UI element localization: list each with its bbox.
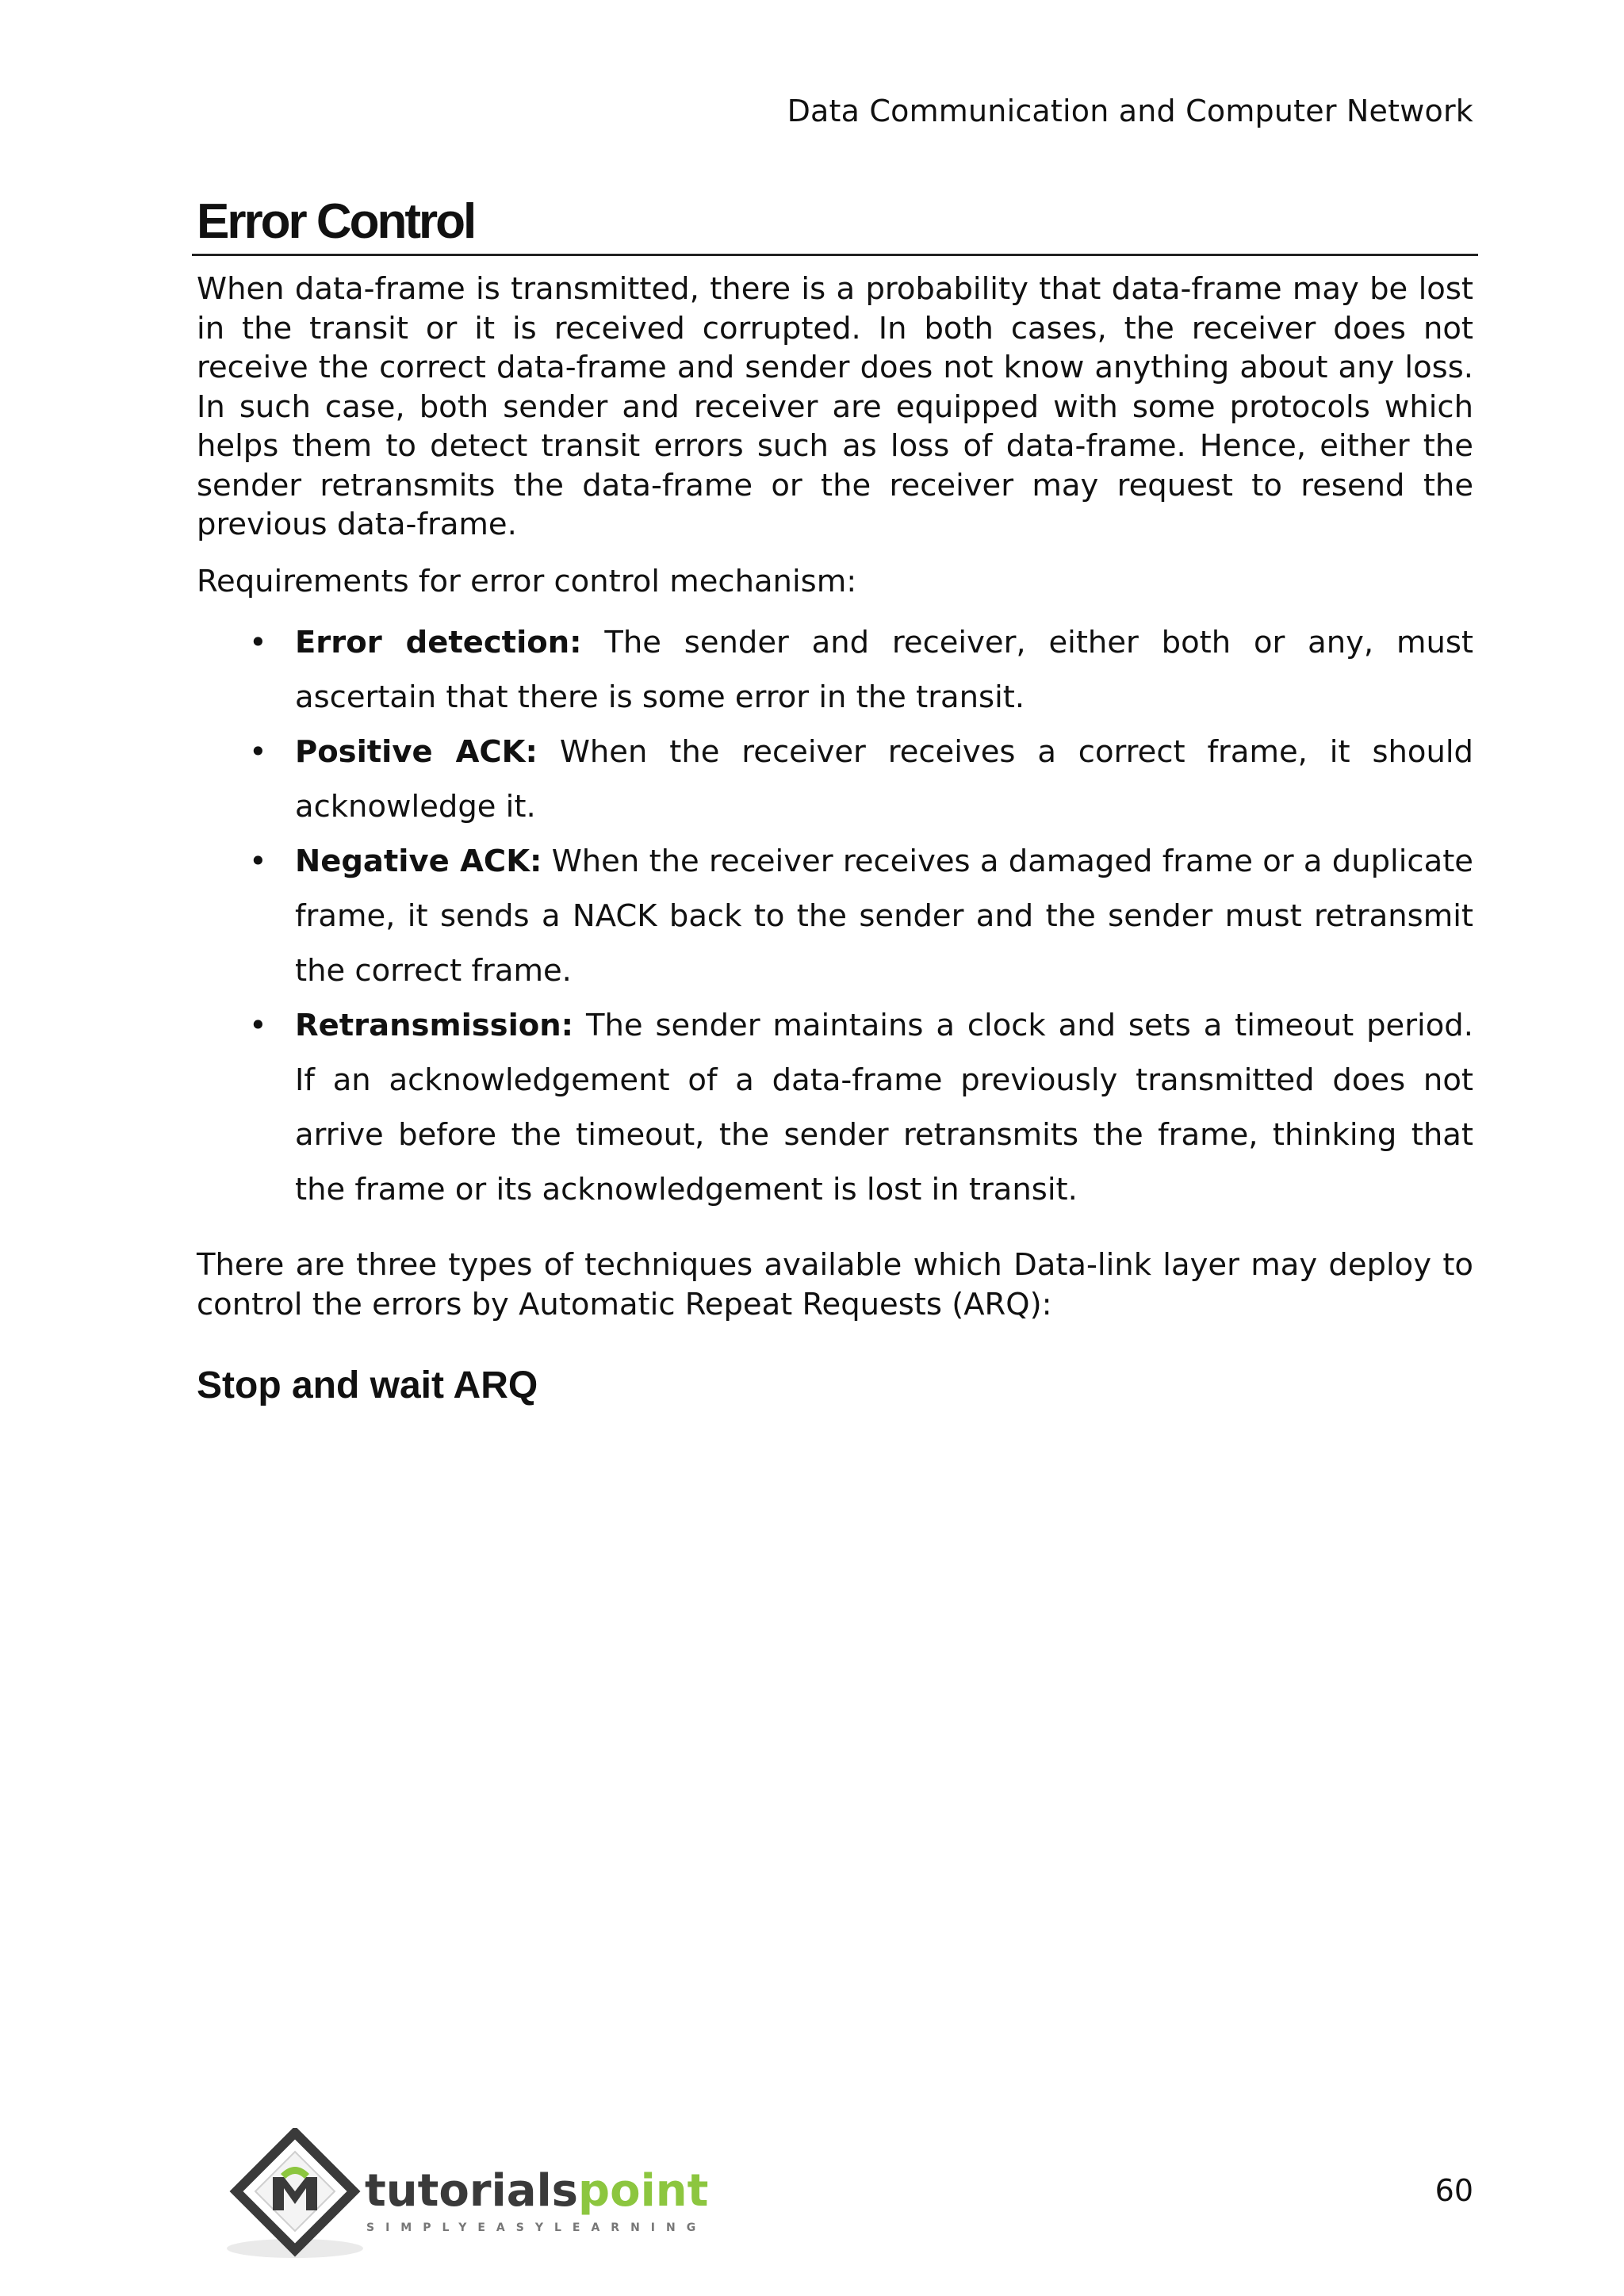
section-body [197, 270, 1473, 1407]
tutorialspoint-logo [208, 2128, 715, 2264]
requirement-term: Error detection: [295, 625, 582, 660]
bullet-icon: • [249, 844, 267, 879]
list-item [197, 615, 1473, 725]
closing-paragraph: There are three types of techniques available which Data-link layer may deploy to control the errors by Automatic Repeat Requests (ARQ): [197, 1247, 1473, 1322]
logo-tagline: SIMPLYEASYLEARNING [366, 2221, 707, 2234]
requirement-text: The sender and receiver, either both or any, must ascertain that there is some error in the transit. [295, 625, 1473, 715]
logo-wordmark: tutorialspoint [365, 2165, 709, 2217]
bullet-icon: • [249, 734, 267, 770]
requirement-text: When the receiver receives a correct frame, it should acknowledge it. [295, 734, 1473, 825]
list-item [197, 725, 1473, 834]
section-title: Error Control [197, 194, 475, 249]
running-header: Data Communication and Computer Network [787, 94, 1473, 128]
requirements-list [197, 615, 1473, 1217]
title-divider [192, 254, 1478, 256]
requirement-text: When the receiver receives a damaged frame or a duplicate frame, it sends a NACK back to the sender and the sender must retransmit the correct frame. [295, 844, 1473, 989]
page-number: 60 [1434, 2173, 1473, 2208]
list-item [197, 998, 1473, 1217]
requirement-term: Negative ACK: [295, 844, 542, 879]
bullet-icon: • [249, 625, 267, 660]
subsection-title: Stop and wait ARQ [197, 1364, 538, 1406]
intro-paragraph: When data-frame is transmitted, there is a probability that data-frame may be lost in the transit or it is received corrupted. In both cases, the receiver does not receive the correct data-frame and sender does not know anything about any loss. In such case, both sender and receiver are equipped with some protocols which helps them to detect transit errors such as loss of data-frame. Hence, either the sender retransmits the data-frame or the receiver may request to resend the previous data-frame. [197, 271, 1473, 542]
requirements-lead: Requirements for error control mechanism: [197, 563, 857, 599]
requirement-term: Positive ACK: [295, 734, 538, 770]
requirement-text: The sender maintains a clock and sets a timeout period. If an acknowledgement of a data-frame previously transmitted does not arrive before the timeout, the sender retransmits the frame, thinking that the frame or its acknowledgement is lost in transit. [295, 1008, 1473, 1207]
requirement-term: Retransmission: [295, 1008, 574, 1043]
list-item [197, 834, 1473, 998]
bullet-icon: • [249, 1008, 267, 1043]
